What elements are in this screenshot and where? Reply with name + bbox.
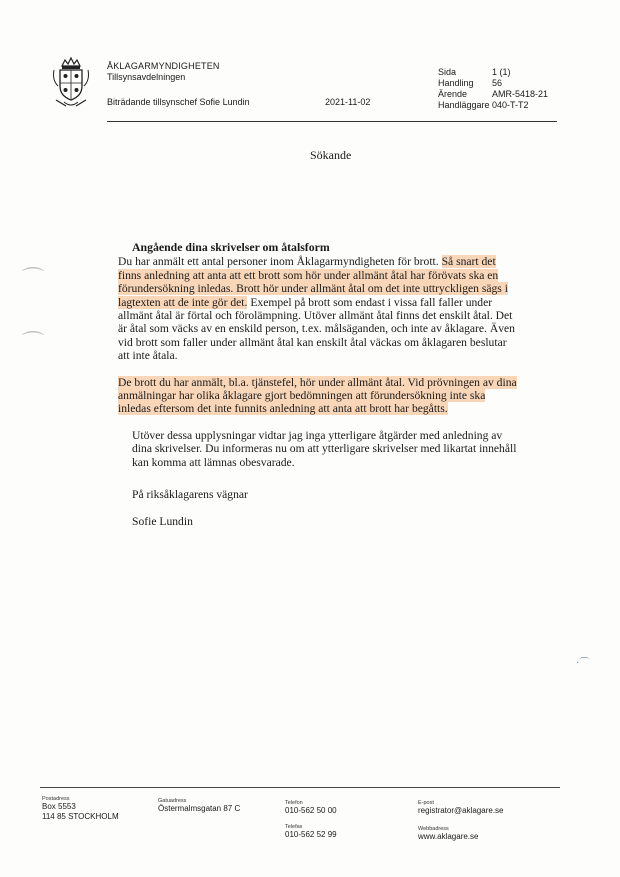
- signature-name: Sofie Lundin: [132, 515, 193, 528]
- footer-email: [418, 800, 504, 816]
- meta-value-case: AMR-5418-21: [492, 89, 549, 99]
- meta-value-document: 56: [492, 78, 503, 88]
- footer-web: [418, 826, 478, 842]
- footer-label: E-post: [418, 800, 434, 806]
- scan-mark: ⌒: [22, 330, 45, 355]
- scan-mark: ·⌒: [576, 658, 590, 669]
- coat-of-arms-logo: [50, 56, 92, 108]
- footer-label: Telefon: [285, 800, 303, 806]
- meta-label-case: Ärende: [438, 89, 468, 99]
- paragraph-3: Utöver dessa upplysningar vidtar jag inga ytterligare åtgärder med anledning av dina skrivelser. Du informeras nu om att ytterligare skrivelser med likartat innehåll kan komma att lämnas obesvarade.: [132, 428, 517, 469]
- footer-street: [158, 798, 240, 814]
- scan-mark: ⌒: [22, 266, 45, 291]
- header-divider: [107, 121, 557, 122]
- paragraph-1-rest: Exempel på brott som endast i vissa fall faller under allmänt åtal är förtal och förolämpning. Utöver allmänt åtal finns det enskilt åtal. Det är åtal som väcks av en enskild person, t.ex. målsäganden, och inte av åklagare. Även vid brott som faller under allmänt åtal kan enskilt åtal väckas om åklagaren beslutar att inte åtala.: [118, 295, 515, 363]
- footer-label: Webbadress: [418, 826, 449, 832]
- letter-body: [118, 241, 518, 482]
- closing-line: På riksåklagarens vägnar: [132, 488, 248, 501]
- meta-value-page: 1 (1): [492, 67, 511, 77]
- footer-phone: [285, 800, 337, 816]
- agency-name: ÅKLAGARMYNDIGHETEN: [107, 61, 220, 71]
- department-name: Tillsynsavdelningen: [107, 72, 186, 82]
- paragraph-1: [118, 255, 518, 362]
- highlighted-text: De brott du har anmält, bl.a. tjänstefel, hör under allmänt åtal. Vid prövningen av dina anmälningar har olika åklagare gjort bedömningen att förundersökning inte ska inledas eftersom det inte funnits anledning att anta att brott har begåtts.: [118, 375, 517, 416]
- official-name: Biträdande tillsynschef Sofie Lundin: [107, 97, 250, 107]
- highlighted-text: Så snart det finns anledning att anta att ett brott som hör under allmänt åtal har förövats ska en förundersökning inledas. Brott hör under allmänt åtal om det inte uttryckligen sägs i lagtexten att de inte gör det.: [118, 255, 508, 309]
- recipient: Sökande: [310, 148, 352, 162]
- footer-web-value[interactable]: www.aklagare.se: [418, 832, 479, 841]
- footer-value: 010-562 52 99: [285, 830, 337, 839]
- footer-value: 114 85 STOCKHOLM: [42, 812, 119, 821]
- footer-email-value[interactable]: registrator@aklagare.se: [418, 806, 504, 815]
- footer-label: Gatuadress: [158, 798, 187, 804]
- footer-postal: [42, 796, 119, 822]
- letter-heading: Angående dina skrivelser om åtalsform: [132, 240, 330, 254]
- meta-label-handler: Handläggare: [438, 100, 490, 110]
- paragraph-1-intro: Du har anmält ett antal personer inom Åklagarmyndigheten för brott.: [118, 255, 439, 269]
- footer-divider: [40, 787, 560, 788]
- paragraph-2: [118, 376, 518, 416]
- meta-value-handler: 040-T-T2: [492, 100, 529, 110]
- letter-date: 2021-11-02: [325, 97, 371, 107]
- footer-label: Postadress: [42, 796, 70, 802]
- footer-value: 010-562 50 00: [285, 806, 337, 815]
- footer-value: Östermalmsgatan 87 C: [158, 804, 241, 813]
- footer-value: Box 5553: [42, 802, 76, 811]
- footer-fax: [285, 824, 337, 840]
- meta-label-document: Handling: [438, 78, 474, 88]
- footer-label: Telefax: [285, 824, 303, 830]
- meta-label-page: Sida: [438, 67, 457, 77]
